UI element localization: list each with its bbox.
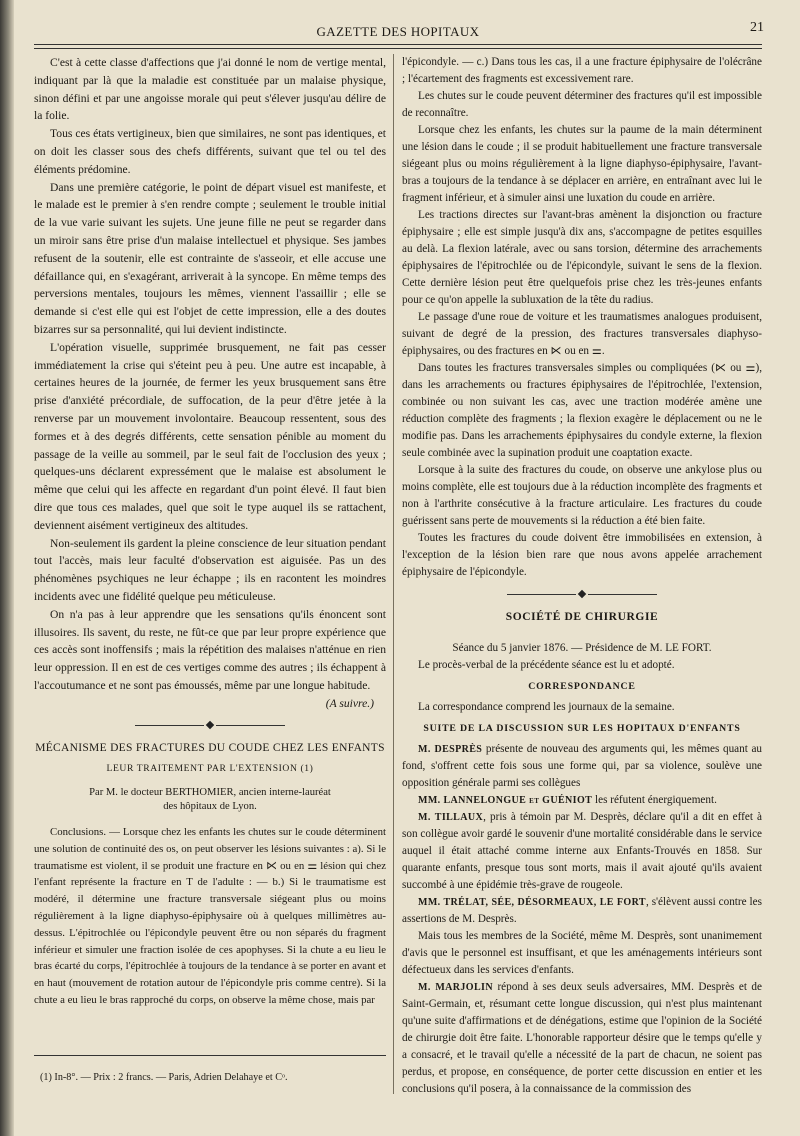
discussion-paragraph	[402, 894, 762, 928]
paragraph: Lorsque chez les enfants, les chutes sur la paume de la main déterminent une lésion dans le coude ; il se produit habituellement une fracture transversale siégeant plus ou moins régulièrement à la ligne diaphyso-épiphysaire, l'avant-bras a toujours de la tendance à se déplacer en arrière, en entraînant avec lui le fragment inférieur, et à simuler ainsi une luxation du coude en arrière.	[402, 124, 762, 204]
page-number: 21	[750, 20, 764, 35]
paragraph: Le passage d'une roue de voiture et les traumatismes analogues produisent, suivant de degré de la pression, des fractures transversales diaphyso-épiphysaires, ou des fractures en ⋉ ou en ⚌.	[402, 311, 762, 357]
paragraph: Les chutes sur le coude peuvent déterminer des fractures qu'il est impossible de reconnaître.	[402, 90, 762, 119]
article-subtitle: LEUR TRAITEMENT PAR L'EXTENSION (1)	[106, 763, 314, 775]
column-separator	[393, 54, 394, 1094]
speaker: M. TILLAUX	[418, 812, 484, 823]
footnote-rule	[34, 1055, 386, 1056]
ornament-divider	[135, 720, 285, 730]
speech: , pris à témoin par M. Desprès, déclare qu'il a dit en effet à son collègue avoir gardé le souvenir d'une mortalité considérable dans le service auquel il était attaché comme interne aux Enfants-Trouvés en 1858. Sur quarante enfants, presque tous sont morts, mais il avait ajouté qu'ils avaient succombé à une épidémie très-grave de rougeole.	[402, 811, 763, 891]
author-line: des hôpitaux de Lyon.	[163, 801, 257, 813]
article-author	[34, 786, 386, 814]
paragraph: C'est à cette classe d'affections que j'ai donné le nom de vertige mental, indiquant par là que la maladie est constituée par un malaise physique, sinon défini et par une angoisse morale qui peut s'élever jusqu'au délire de la folie.	[34, 56, 386, 123]
discussion-paragraph	[402, 979, 762, 1098]
speech: répond à ses deux seuls adversaires, MM. Desprès et de Saint-Germain, et, résumant cette longue discussion, qui n'est plus maintenant qu'une suite d'affirmations et de dénégations, estime que l'opinion de la Société de chirurgie doit être faite. L'honorable rapporteur désire que le temps qu'elle y a consacré, et le travail qu'elle a nécessité de la part de chacun, ne soient pas perdus, et propose, en conséquence, de porter cette discussion en entier et les conclusions qu'il posera, à la connaissance de la commission des	[402, 981, 762, 1095]
discussion-paragraph	[402, 741, 762, 792]
paragraph: On n'a pas à leur apprendre que les sensations qu'ils énoncent sont illusoires. Ils savent, du reste, ne fût-ce que par leur propre expérience que ces accès sont inoffensifs ; mais la répétition des malaises n'atténue en rien leur oppression. Il en est de ces vertiges comme des autres ; ils échappent à l'accoutumance et ne sont pas émoussés, même par une longue habitude.	[34, 607, 386, 692]
discussion-heading: SUITE DE LA DISCUSSION SUR LES HOPITAUX D'ENFANTS	[423, 723, 741, 734]
paragraph: L'opération visuelle, supprimée brusquement, ne fait pas cesser immédiatement la crise qui s'éteint peu à peu. Une autre est incapable, à certaines heures de la journée, de fermer les yeux brusquement sans être prise d'anxiété précordiale, de suffocation, de la peur d'être jetée à la renverse par un mouvement involontaire. Beaucoup ressentent, sous des formes et à des degrés différents, cette sensation pénible au moment du passage de la veille au sommeil, par le seul fait de l'occlusion des yeux ; quelques-uns déclarent expressément que le malaise est absolument le même que celui qui les affecte en regardant d'un point élevé. Il faut bien dire que tous ces malades, quel que soit le type auquel ils se rattachent, deviennent aisément vertigineux des altitudes.	[34, 340, 386, 532]
journal-title: GAZETTE DES HOPITAUX	[316, 24, 480, 39]
speaker: M. MARJOLIN	[418, 982, 493, 993]
correspondance-text: La correspondance comprend les journaux de la semaine.	[418, 701, 675, 713]
paragraph: Dans toutes les fractures transversales simples ou compliquées (⋉ ou ⚌), dans les arrachements ou fractures épiphysaires de l'épitrochlée, l'extension, combinée ou non suivant les cas, avec une traction modérée amène une réduction complète des fragments ; la flexion exagère le déplacement ou ne le modifie pas. Dans les arrachements épiphysaires du condyle externe, la flexion seule combinée avec la supination produit une coaptation exacte.	[402, 362, 762, 459]
discussion-paragraph	[402, 809, 762, 894]
seance-line: Séance du 5 janvier 1876. — Présidence de M. LE FORT.	[452, 642, 712, 654]
paragraph: Dans une première catégorie, le point de départ visuel est manifeste, et le malade est le premier à s'en rendre compte ; seulement le trouble initial de la vue varie suivant les sujets. Une jeune fille ne peut se regarder dans un miroir sans être prise d'un malaise intellectuel et physique. Ses jambes refusent de la soutenir, elle est contrainte de s'asseoir, et elle accuse une défaillance qui, en s'exagérant, arriverait à la syncope. En même temps des perversions mentales, toujours les mêmes, viennent l'assaillir ; elle se demande si c'est elle qui est l'objet de cette impression, elle a des doutes bizarres sur sa personnalité, qui lui devient indistincte.	[34, 180, 386, 336]
speaker: M. DESPRÈS	[418, 744, 483, 755]
footnote: (1) In-8°. — Prix : 2 francs. — Paris, Adrien Delahaye et Cᵒ.	[40, 1072, 288, 1083]
paragraph: Tous ces états vertigineux, bien que similaires, ne sont pas identiques, et on doit les classer sous des chefs différents, suivant que tel ou tel des éléments prédomine.	[34, 127, 386, 176]
paragraph: Les tractions directes sur l'avant-bras amènent la disjonction ou fracture épiphysaire ; elle est simple jusqu'à dix ans, s'accompagne de petites esquilles au delà. La flexion latérale, avec ou sans torsion, détermine des arrachements épiphysaires de l'épitrochlée ou de l'épicondyle, suivant le sens de la flexion. Cette dernière lésion peut être quelquefois prise chez les très-jeunes enfants pour ce qu'on appelle la subluxation de la tête du radius.	[402, 209, 762, 306]
continuation-line	[34, 695, 386, 713]
paragraph: Lorsque à la suite des fractures du coude, on observe une ankylose plus ou moins complète, elle est toujours due à la réduction incomplète des fragments et non à l'arthrite consécutive à la fracture articulaire. Les fractures du coude guérissent sans perte de mouvements si la réduction a été bien faite.	[402, 464, 762, 527]
header-rule	[34, 44, 762, 49]
paragraph: Toutes les fractures du coude doivent être immobilisées en extension, à l'exception de la lésion bien rare que nous avons appelée arrachement épiphysaire de l'épicondyle.	[402, 532, 762, 578]
speech: Mais tous les membres de la Société, même M. Desprès, sont unanimement d'avis que le personnel est insuffisant, et que les aménagements intérieurs sont défectueux dans les services d'enfants.	[402, 930, 762, 976]
section-title: SOCIÉTÉ DE CHIRURGIE	[505, 611, 659, 623]
discussion-paragraph	[402, 792, 762, 809]
a-suivre: (A suivre.)	[325, 696, 374, 710]
proces-verbal: Le procès-verbal de la précédente séance est lu et adopté.	[418, 659, 675, 671]
correspondance-heading: CORRESPONDANCE	[528, 681, 636, 692]
left-column	[34, 54, 386, 1009]
article-body: Conclusions. — Lorsque chez les enfants les chutes sur le coude déterminent une solution de continuité des os, on peut observer les lésions suivantes : a). Si le traumatisme est violent, il se produit une fracture en ⋉ ou en ⚌ lésion qui chez l'enfant représente la fracture en T de l'adulte : — b.) Si le traumatisme est modéré, il détermine une fracture transversale siégeant plus ou moins régulièrement à la ligne diaphyso-épiphysaire où à quelques millimètres au-dessus. L'épitrochlée ou l'épicondyle peuvent être ou non séparés du fragment inférieur et simuler une fraction isolée de ces apophyses. Si la chute a eu lieu le bras écarté du corps, l'épitrochlée à toujours de la tendance à se porter en avant et en haut (mouvement de rotation autour de l'épicondyle pris comme centre). Si la chute a eu lieu le bras rapproché du corps, on observe la même chose, mais par	[34, 826, 386, 1007]
author-line: Par M. le docteur BERTHOMIER, ancien interne-lauréat	[89, 787, 331, 799]
paragraph: Non-seulement ils gardent la pleine conscience de leur situation pendant tout l'accès, mais leur faculté d'observation est aiguisée. Pas un des phénomènes psychiques ne leur échappe ; ils en racontent les moindres incidents avec une fidélité quelque peu méticuleuse.	[34, 536, 386, 603]
right-column	[402, 54, 762, 1098]
article-title: MÉCANISME DES FRACTURES DU COUDE CHEZ LES ENFANTS	[35, 742, 385, 755]
page-binding-edge	[0, 0, 14, 1136]
paragraph: l'épicondyle. — c.) Dans tous les cas, il a une fracture épiphysaire de l'olécrâne ; l'écartement des fragments est excessivement rare.	[402, 56, 762, 85]
ornament-divider	[507, 589, 657, 599]
speaker: MM. LANNELONGUE et GUÉNIOT	[418, 795, 593, 806]
page-header	[38, 20, 764, 44]
speech: les réfutent énergiquement.	[592, 794, 717, 806]
speaker: MM. TRÉLAT, SÉE, DÉSORMEAUX, LE FORT	[418, 897, 646, 908]
speech: présente de nouveau des arguments qui, les mêmes quant au fond, s'offrent cette fois sous une forme qui, par sa violence, soulève une opposition générale parmi ses collègues	[402, 743, 762, 789]
speech: , s'élèvent aussi contre les assertions de M. Desprès.	[402, 896, 762, 925]
discussion-paragraph	[402, 928, 762, 979]
